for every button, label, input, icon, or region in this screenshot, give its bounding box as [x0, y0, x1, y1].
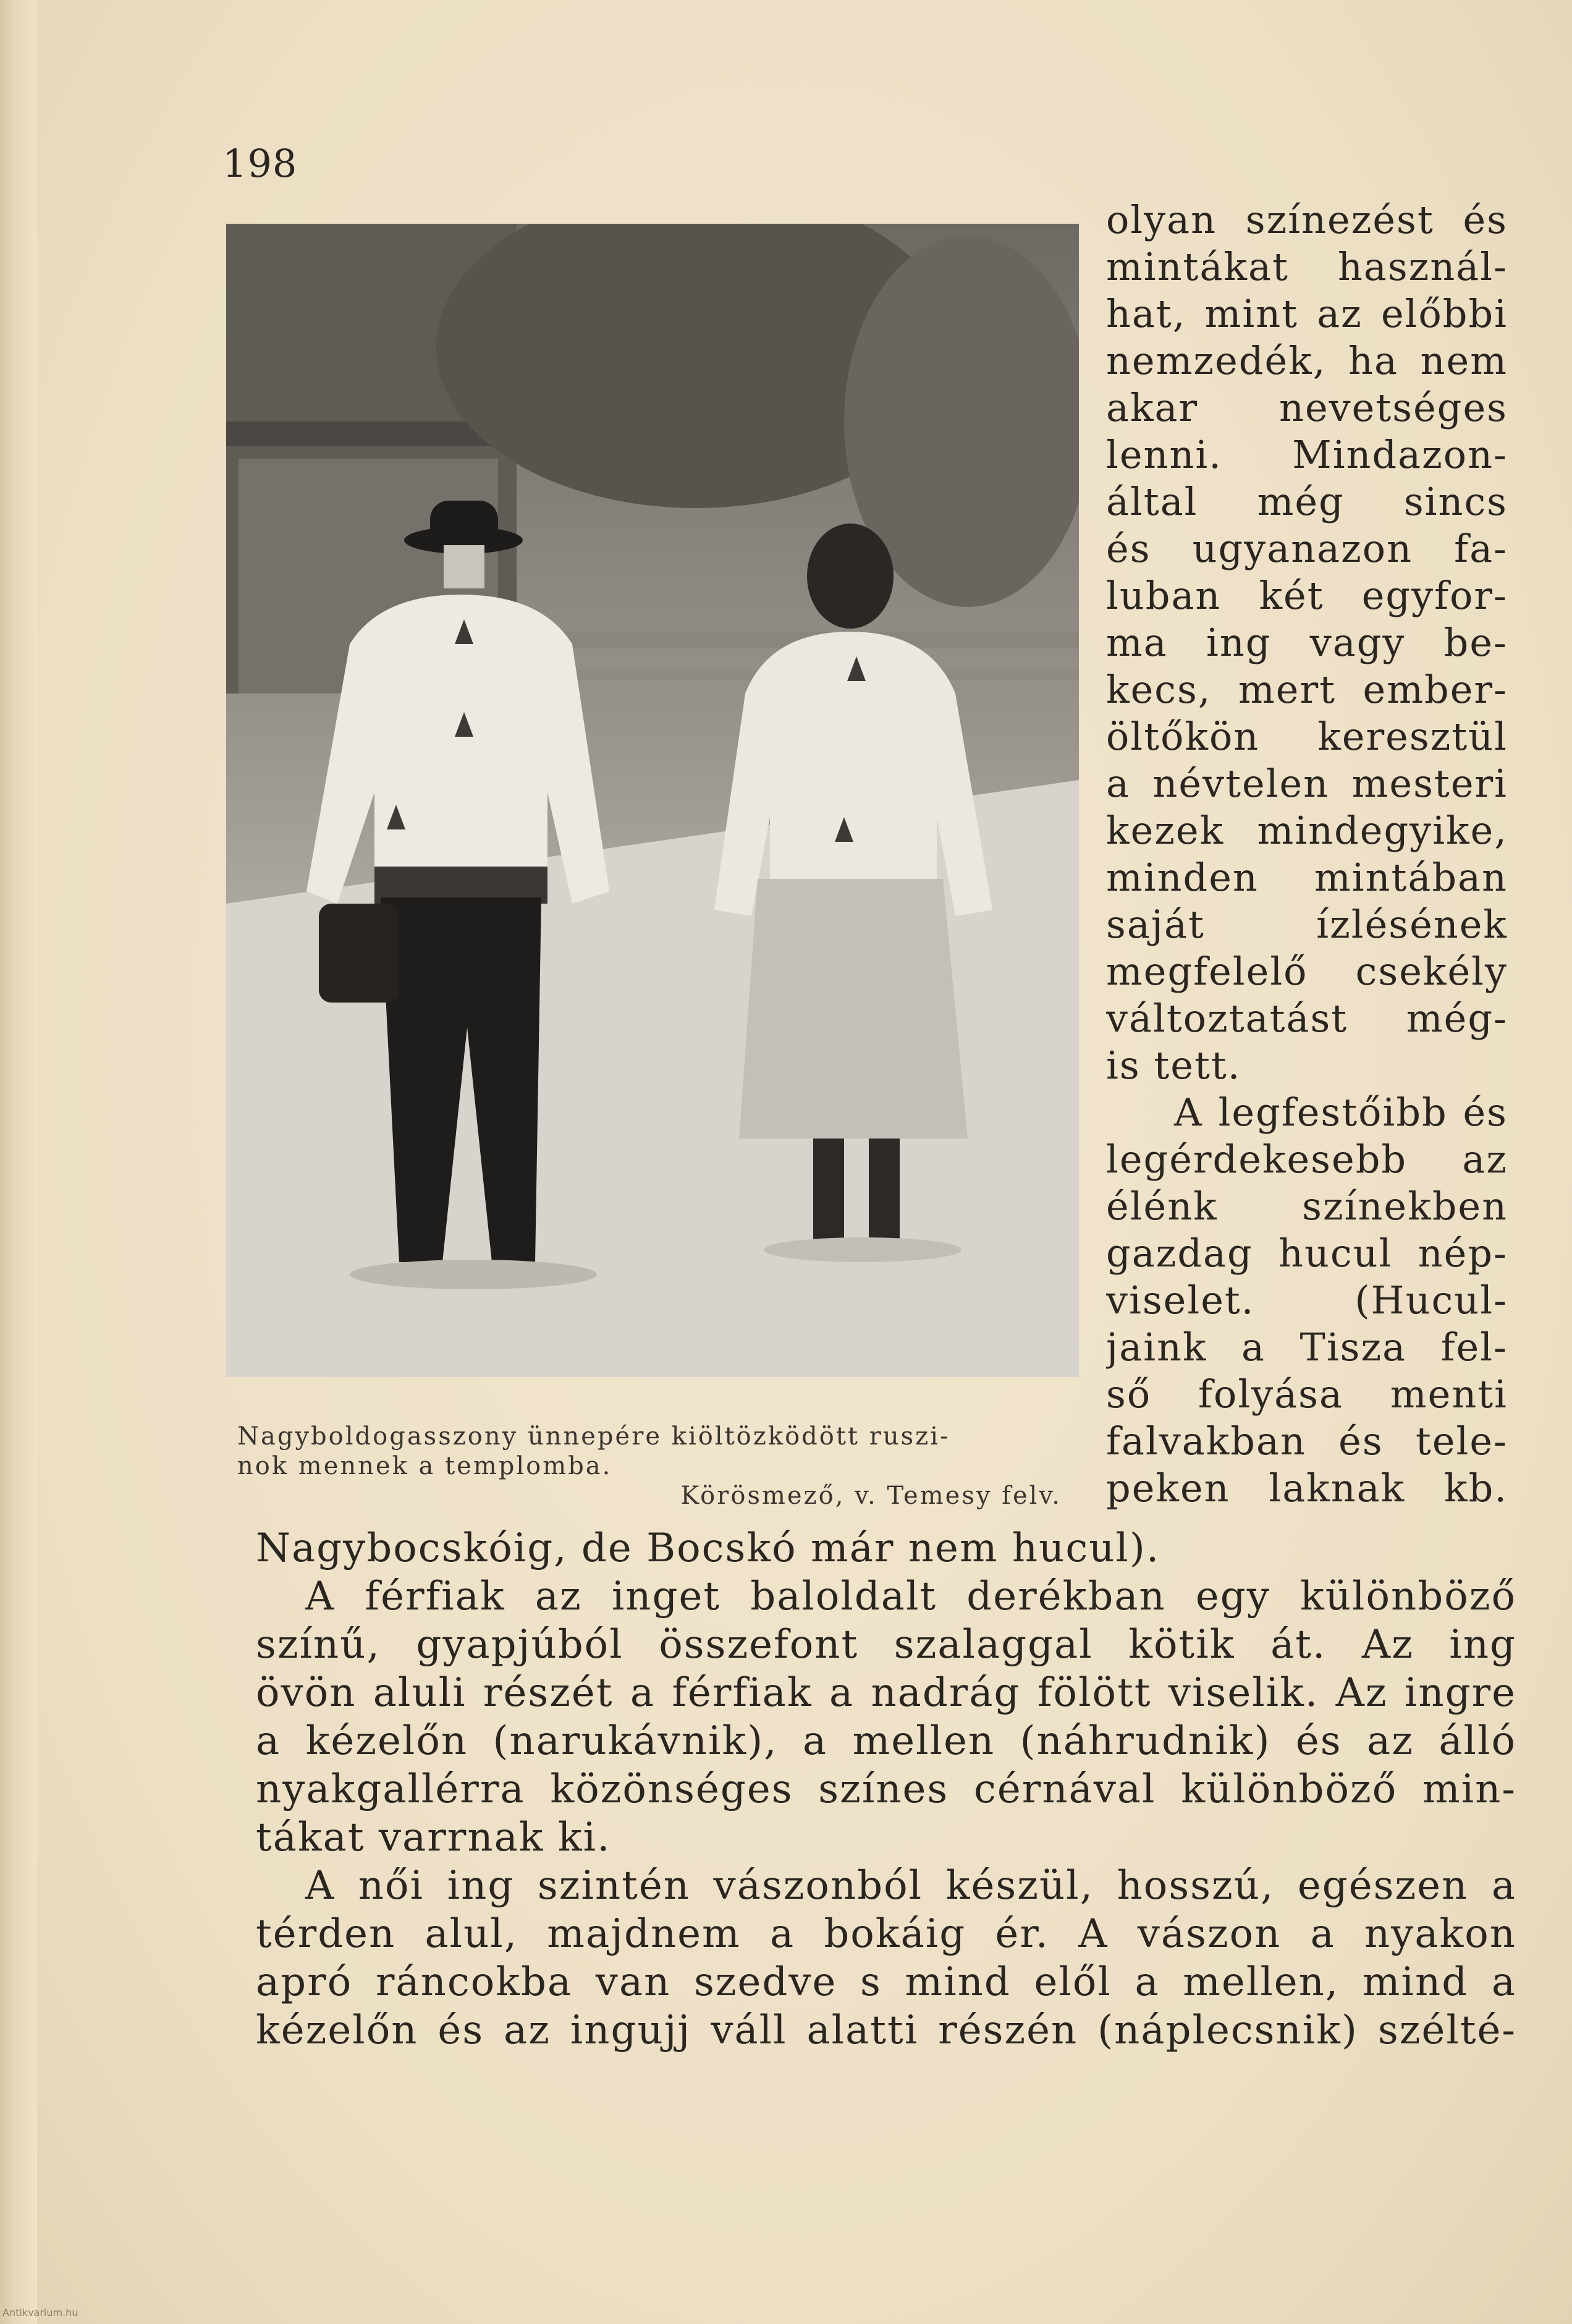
text-line: övön aluli részét a férfiak a nadrág fölött viselik. Az ingre [256, 1670, 1516, 1716]
text-line: is tett. [1106, 1043, 1241, 1088]
page-number: 198 [222, 141, 298, 186]
photo-credit: Körösmező, v. Temesy felv. [680, 1482, 1062, 1510]
right-column-text [1106, 197, 1508, 1512]
photo-caption [237, 1422, 1090, 1511]
text-line: akar nevetséges [1106, 385, 1508, 430]
text-line: jaink a Tisza fel- [1106, 1325, 1508, 1370]
text-line: A férfiak az inget baloldalt derékban egy különböző [305, 1574, 1516, 1619]
text-line: színű, gyapjúból összefont szalaggal kötik át. Az ing [256, 1622, 1516, 1668]
text-line: apró ráncokba van szedve s mind elől a mellen, mind a [256, 1959, 1516, 2005]
text-line: a névtelen mesteri [1106, 761, 1508, 806]
text-line: tákat varrnak ki. [256, 1815, 611, 1860]
text-line: változtatást még- [1106, 996, 1508, 1041]
text-line: ma ing vagy be- [1106, 620, 1508, 665]
text-line: luban két egyfor- [1106, 573, 1508, 618]
text-line: nyakgallérra közönséges színes cérnával különböző min- [256, 1766, 1516, 1812]
book-spine-shadow [0, 0, 37, 2324]
text-line: megfelelő csekély [1106, 949, 1508, 994]
text-line: legérdekesebb az [1106, 1137, 1508, 1182]
text-line: minden mintában [1106, 855, 1508, 900]
text-line: nemzedék, ha nem [1106, 338, 1508, 383]
text-line: által még sincs [1106, 479, 1508, 524]
full-width-text [256, 1524, 1516, 2055]
photo-illustration [226, 224, 1079, 1377]
text-line: hat, mint az előbbi [1106, 291, 1508, 336]
text-line: ső folyása menti [1106, 1372, 1508, 1417]
caption-line-1: Nagyboldogasszony ünnepére kiöltözködött ruszi- [237, 1422, 950, 1451]
text-line: A legfestőibb és [1174, 1090, 1508, 1135]
text-line: A női ing szintén vászonból készül, hosszú, egészen a [305, 1863, 1516, 1909]
text-line: öltőkön keresztül [1106, 714, 1508, 759]
photograph [226, 224, 1079, 1377]
text-line: kecs, mert ember- [1106, 667, 1508, 712]
text-line: falvakban és tele- [1106, 1419, 1508, 1464]
text-line: térden alul, majdnem a bokáig ér. A vászon a nyakon [256, 1911, 1516, 1957]
text-line: gazdag hucul nép- [1106, 1231, 1508, 1276]
text-line: élénk színekben [1106, 1184, 1508, 1229]
text-line: kézelőn és az ingujj váll alatti részén (náplecsnik) szélté- [256, 2008, 1516, 2053]
text-line: kezek mindegyike, [1106, 808, 1508, 853]
text-line: a kézelőn (narukávnik), a mellen (náhrudnik) és az álló [256, 1718, 1516, 1764]
text-line: saját ízlésének [1106, 902, 1508, 947]
text-line: Nagybocskóig, de Bocskó már nem hucul). [256, 1525, 1160, 1571]
text-line: és ugyanazon fa- [1106, 526, 1508, 571]
text-line: olyan színezést és [1106, 197, 1508, 242]
watermark: Antikvarium.hu [2, 2307, 78, 2318]
text-line: viselet. (Hucul- [1106, 1278, 1508, 1323]
text-line: lenni. Mindazon- [1106, 432, 1508, 477]
text-line: mintákat használ- [1106, 244, 1508, 289]
caption-line-2: nok mennek a templomba. [237, 1452, 612, 1480]
text-line: peken laknak kb. [1106, 1465, 1508, 1511]
